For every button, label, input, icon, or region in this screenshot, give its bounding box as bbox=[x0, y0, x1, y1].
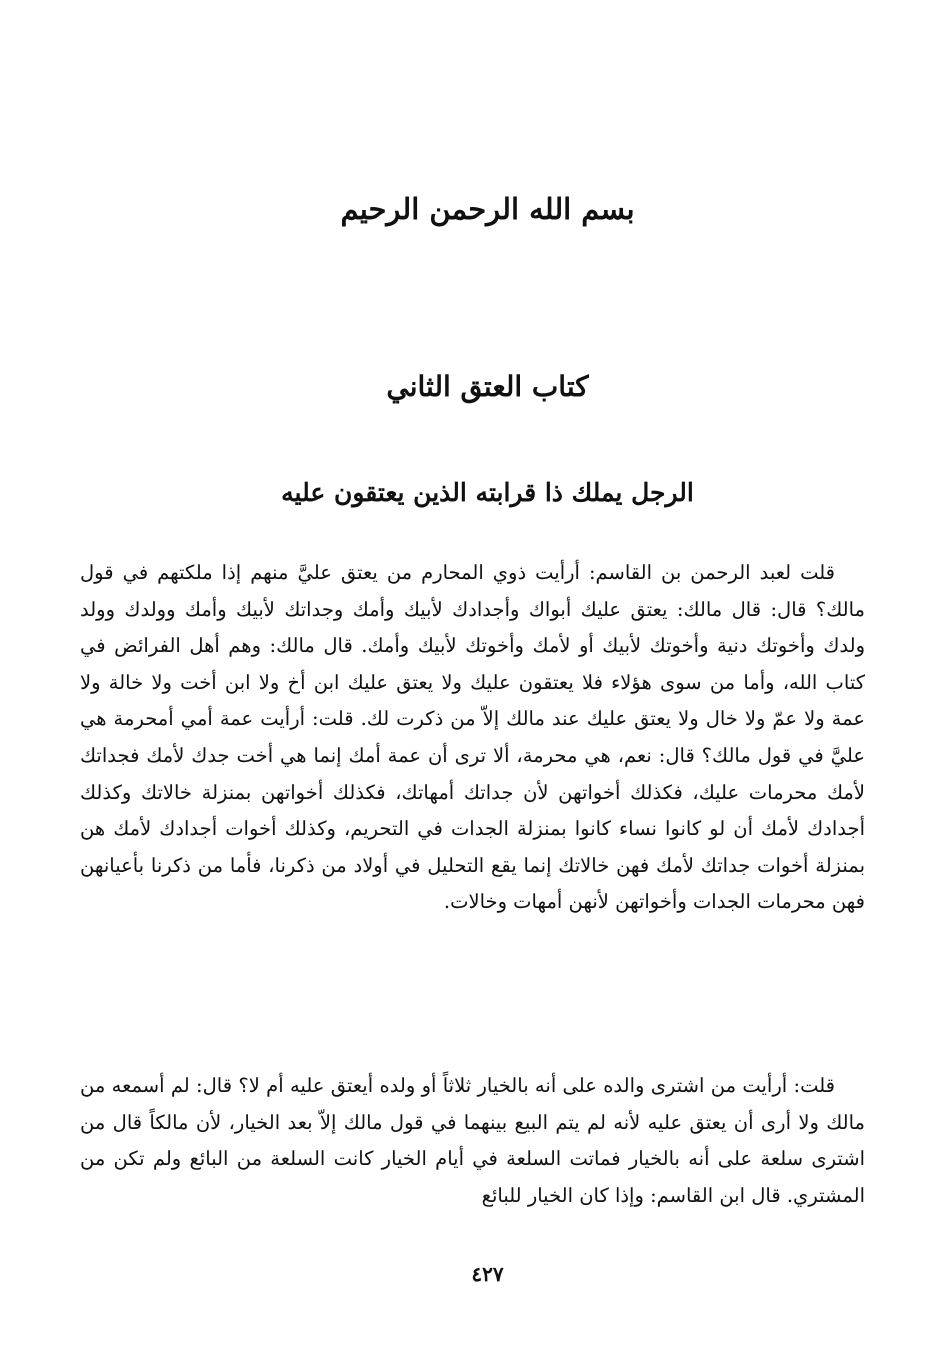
book-title: كتاب العتق الثاني bbox=[386, 370, 589, 403]
body-paragraph: قلت لعبد الرحمن بن القاسم: أرأيت ذوي المحارم من يعتق عليَّ منهم إذا ملكتهم في قول مالك؟ قال: قال مالك: يعتق عليك أبواك وأجدادك لأبيك وأمك وجداتك لأبيك وأمك وولدك وولد ولدك وأخوتك دنية وأخوتك لأبيك أو لأمك وأخوتك لأبيك وأمك. قال مالك: وهم أهل الفرائض في كتاب الله، وأما من سوى هؤلاء فلا يعتقون عليك ولا يعتق عليك ابن أخ ولا ابن أخت ولا خالة ولا عمة ولا عمّ ولا خال ولا يعتق عليك عند مالك إلاّ من ذكرت لك. قلت: أرأيت عمة أمي أمحرمة هي عليَّ في قول مالك؟ قال: نعم، هي محرمة، ألا ترى أن عمة أمك إنما هي أخت جدك لأمك فجداتك لأمك محرمات عليك، فكذلك أخواتهن لأن جداتك أمهاتك، فكذلك أخواتهن بمنزلة خالاتك وكذلك أجدادك لأمك أن لو كانوا نساء كانوا بمنزلة الجدات في التحريم، وكذلك أخوات أجدادك لأمك هن بمنزلة أخوات جداتك لأمك فهن خالاتك إنما يقع التحليل في أولاد من ذكرنا، فأما من ذكرنا بأعيانهن فهن محرمات الجدات وأخواتهن لأنهن أمهات وخالات. bbox=[80, 561, 865, 914]
basmala-heading: بسم الله الرحمن الرحيم bbox=[340, 192, 635, 226]
body-paragraph: قلت: أرأيت من اشترى والده على أنه بالخيار ثلاثاً أو ولده أيعتق عليه أم لا؟ قال: لم أسمعه من مالك ولا أرى أن يعتق عليه لأنه لم يتم البيع بينهما في قول مالك إلاّ بعد الخيار، لأن مالكاً قال من اشترى سلعة على أنه بالخيار فماتت السلعة في أيام الخيار كانت السلعة من البائع ولم تكن من المشتري. قال ابن القاسم: وإذا كان الخيار للبائع bbox=[80, 1074, 865, 1207]
body-paragraph-2-block bbox=[80, 1068, 865, 1214]
page-number: ٤٢٧ bbox=[471, 1262, 504, 1286]
body-paragraph-1-block bbox=[80, 555, 865, 921]
chapter-title: الرجل يملك ذا قرابته الذين يعتقون عليه bbox=[281, 478, 694, 507]
